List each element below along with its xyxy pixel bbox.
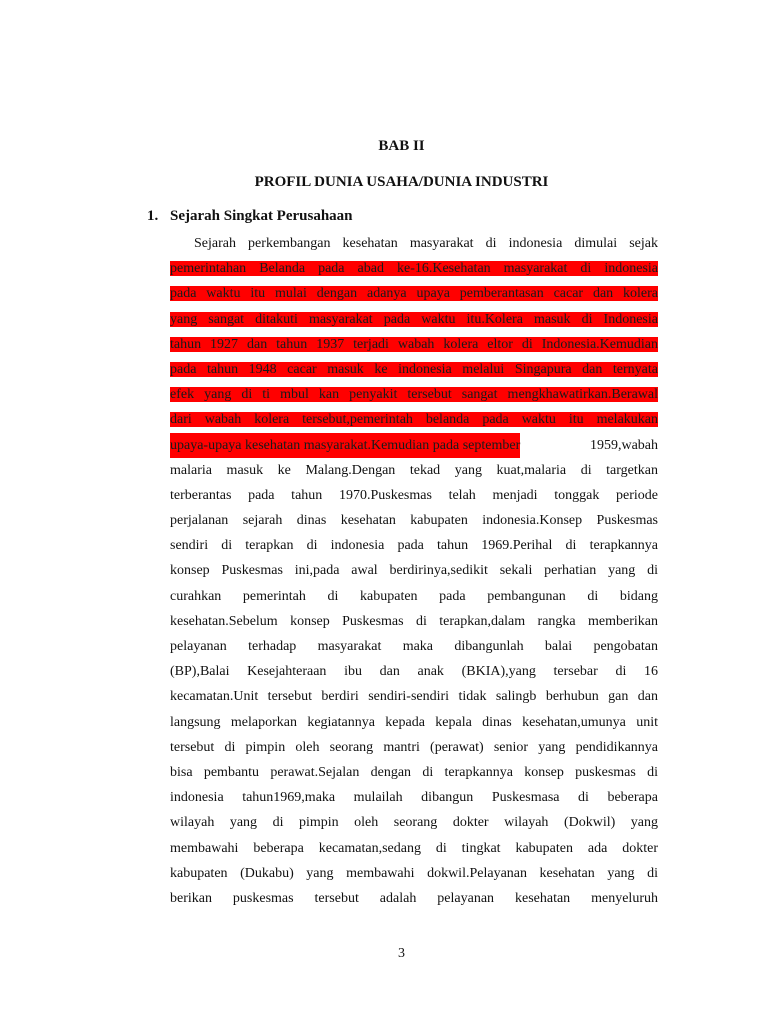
line-text: terberantas pada tahun 1970.Puskesmas telah menjadi tonggak periode xyxy=(170,487,658,503)
text-line xyxy=(170,382,658,407)
page-number: 3 xyxy=(398,946,405,961)
line-text: membawahi beberapa kecamatan,sedang di tingkat kabupaten ada dokter xyxy=(170,840,658,856)
text-line xyxy=(170,659,658,684)
highlighted-text: yang sangat ditakuti masyarakat pada waktu itu.Kolera masuk di Indonesia xyxy=(170,311,658,327)
highlighted-text: pemerintahan Belanda pada abad ke-16.Kesehatan masyarakat di indonesia xyxy=(170,261,658,277)
text-line xyxy=(170,785,658,810)
line-text: curahkan pemerintah di kabupaten pada pembangunan di bidang xyxy=(170,588,658,604)
text-line xyxy=(170,609,658,634)
text-line xyxy=(170,584,658,609)
text-line xyxy=(170,810,658,835)
line-text: pelayanan terhadap masyarakat maka dibangunlah balai pengobatan xyxy=(170,639,658,654)
line-text: kesehatan.Sebelum konsep Puskesmas di terapkan,dalam rangka memberikan xyxy=(170,613,658,629)
line-text-tail: 1959,wabah xyxy=(589,437,658,453)
line-text: malaria masuk ke Malang.Dengan tekad yang kuat,malaria di targetkan xyxy=(170,462,658,478)
text-line xyxy=(170,458,658,483)
text-line xyxy=(170,558,658,583)
text-line xyxy=(170,735,658,760)
text-line xyxy=(170,710,658,735)
highlighted-text: pada tahun 1948 cacar masuk ke indonesia melalui Singapura dan ternyata xyxy=(170,361,658,377)
highlighted-text: upaya-upaya kesehatan masyarakat.Kemudian pada september xyxy=(170,433,520,458)
text-line xyxy=(170,407,658,432)
line-text: berikan puskesmas tersebut adalah pelayanan kesehatan menyeluruh xyxy=(170,890,658,906)
highlighted-text: efek yang di ti mbul kan penyakit tersebut sangat mengkhawatirkan.Berawal xyxy=(170,387,658,403)
line-text: bisa pembantu perawat.Sejalan dengan di terapkannya konsep puskesmas di xyxy=(170,764,658,780)
line-text: perjalanan sejarah dinas kesehatan kabupaten indonesia.Konsep Puskesmas xyxy=(170,513,658,529)
text-line xyxy=(170,231,658,256)
line-text: indonesia tahun1969,maka mulailah dibangun Puskesmasa di beberapa xyxy=(170,790,658,806)
text-line xyxy=(170,684,658,709)
text-line xyxy=(170,508,658,533)
line-text: tersebut di pimpin oleh seorang mantri (perawat) senior yang pendidikannya xyxy=(170,739,658,755)
text-line xyxy=(170,483,658,508)
section-title: Sejarah Singkat Perusahaan xyxy=(170,208,353,224)
text-line xyxy=(170,256,658,281)
text-line xyxy=(170,307,658,332)
line-text: (BP),Balai Kesejahteraan ibu dan anak (BKIA),yang tersebar di 16 xyxy=(170,664,658,680)
text-line xyxy=(170,886,658,911)
line-text: langsung melaporkan kegiatannya kepada kepala dinas kesehatan,umunya unit xyxy=(170,714,658,730)
text-line xyxy=(170,332,658,357)
highlighted-text: dari wabah kolera tersebut,pemerintah belanda pada waktu itu melakukan xyxy=(170,412,658,428)
line-text: Sejarah perkembangan kesehatan masyarakat di indonesia dimulai sejak xyxy=(194,236,658,251)
line-text: sendiri di terapkan di indonesia pada tahun 1969.Perihal di terapkannya xyxy=(170,538,658,554)
highlighted-text: tahun 1927 dan tahun 1937 terjadi wabah kolera eltor di Indonesia.Kemudian xyxy=(170,336,658,352)
chapter-title: PROFIL DUNIA USAHA/DUNIA INDUSTRI xyxy=(254,174,549,190)
line-text: kabupaten (Dukabu) yang membawahi dokwil.Pelayanan kesehatan yang di xyxy=(170,865,658,881)
section-heading xyxy=(147,204,353,228)
text-line xyxy=(170,533,658,558)
text-line xyxy=(170,634,658,659)
line-text: wilayah yang di pimpin oleh seorang dokter wilayah (Dokwil) yang xyxy=(170,815,658,831)
text-line xyxy=(170,760,658,785)
text-line xyxy=(170,861,658,886)
text-line xyxy=(170,357,658,382)
text-line xyxy=(170,836,658,861)
line-text: konsep Puskesmas ini,pada awal berdirinya,sedikit sekali perhatian yang di xyxy=(170,563,658,579)
section-number: 1. xyxy=(147,208,159,224)
highlighted-text: pada waktu itu mulai dengan adanya upaya pemberantasan cacar dan kolera xyxy=(170,286,658,302)
line-text: kecamatan.Unit tersebut berdiri sendiri-sendiri tidak salingb berhubun gan dan xyxy=(170,689,658,705)
text-line xyxy=(170,281,658,306)
text-line xyxy=(170,433,658,458)
chapter-heading: BAB II xyxy=(378,138,425,154)
body-paragraph xyxy=(170,231,658,911)
